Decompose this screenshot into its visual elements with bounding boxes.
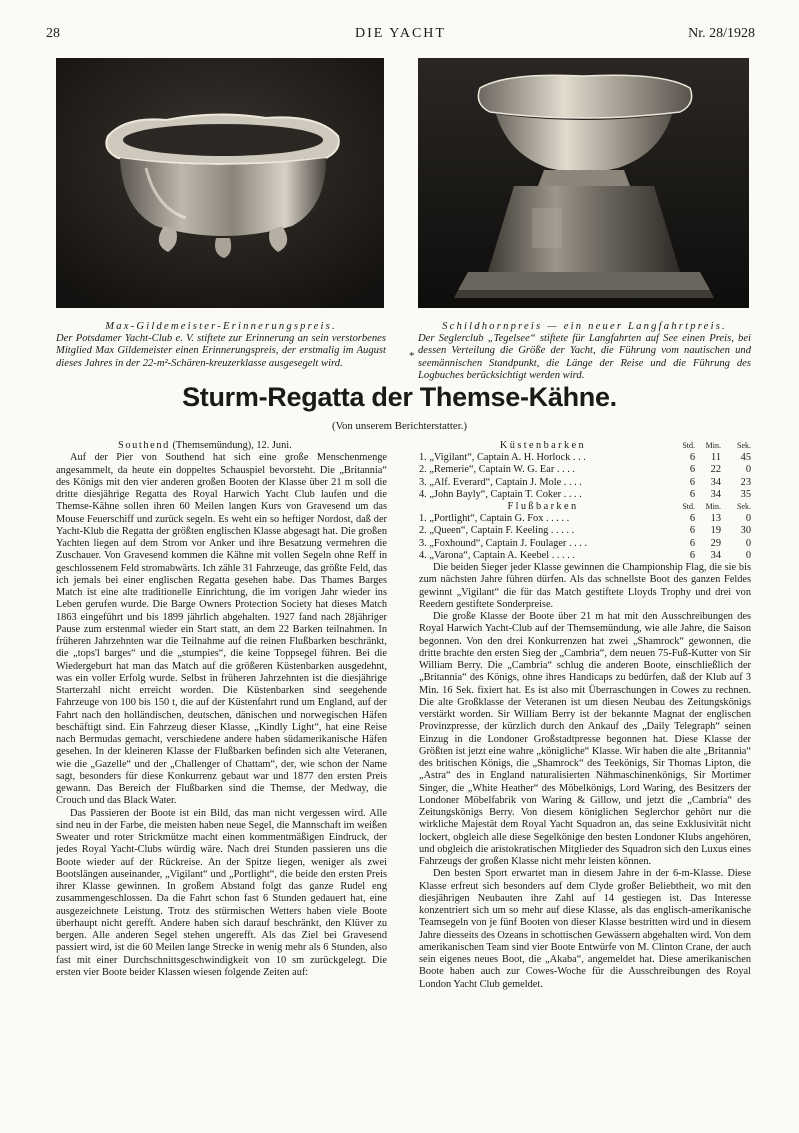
trophy-photo-bowl (56, 58, 384, 308)
boat-entry: 4. „John Bayly“, Captain T. Coker . . . . (419, 488, 582, 500)
class-title: Küstenbarken (499, 440, 587, 451)
table-row (419, 525, 751, 537)
time-std: 6 (689, 513, 695, 525)
caption-body: Der Potsdamer Yacht-Club e. V. stiftete zur Erinnerung an sein verstorbenes Mitglied Max Gildemeister einen Erinnerungspreis, der erstmalig im August dieses Jahres in der 22-m²-Schären-kreuzerklasse ausgesegelt wird. (56, 333, 386, 369)
boat-entry: 2. „Remerie“, Captain W. G. Ear . . . . (419, 464, 575, 476)
dateline-rest: (Themsemündung), 12. Juni. (172, 440, 292, 451)
page-header (46, 26, 755, 44)
results-class-header (419, 501, 751, 513)
col-header-sek: Sek. (737, 441, 751, 450)
caption-marker: * (409, 350, 415, 362)
paragraph: Die große Klasse der Boote über 21 m hat mit den Ausschreibungen des Royal Harwich Yacht-Club auf der Themsemündung, wie alle Jahre, die Saison begonnen. Von den drei Konkurrenzen hat zwei „Shamrock“ gewonnen, die dritte brachte den ersten Sieg der „Cambria“, dem neuen 75-Fuß-Kutter von Sir William Berry. Die „Cambria“ schlug die anderen Boote, einschließlich der „Britannia“ des Königs, ohne ihres Handicaps zu bedürfen, daß der Klub auf 3 Min. 16 Sek. fixiert hat. Es ist also mit Überraschungen in Cowes zu rechnen. Die alte Großklasse der Veteranen ist um diesen Neubau des Zeitungskönigs verstärkt worden. Sir William Berry ist der bekannte Magnat der englischen Provinzpresse, der kürzlich durch den Ankauf des „Daily Telegraph“ seinen Einzug in die Londoner Großstadtpresse begonnen hat. Diese Klasse der Größten ist jetzt eine wahre „königliche“ Klasse. Wir haben die alte „Britannia“ des britischen Königs, die „Shamrock“ des Teekönigs, Sir Thomas Lipton, die „Astra“ des in England naturalisierten Nähmaschinenkönigs, Sir Mortimer Singer, die „White Heather“ des Möbelkönigs, Lord Waring, des Besitzers der Londoner Möbelfabrik von Waring & Gillow, und jetzt die „Cambria“ des Zeitungskönigs Berry. Von diesem königlichen Seglerchor gehört nur die wirkliche Majestät dem Royal Yacht Squadron an, das seine Exklusivität nicht lockert, obgleich alle diese Segelkönige den besten Londoner Klubs angehören, und obgleich die aristokratischen Mitglieder des Squadron sich den Luxus eines Fahrzeugs der großen Klasse nicht mehr leisten können. (419, 611, 751, 868)
time-std: 6 (689, 537, 695, 549)
time-sek: 0 (745, 537, 751, 549)
time-sek: 30 (740, 525, 751, 537)
col-header-std: Std. (682, 502, 695, 512)
boat-entry: 1. „Portlight“, Captain G. Fox . . . . . (419, 513, 570, 525)
time-std: 6 (689, 452, 695, 464)
dateline (56, 440, 387, 452)
trophy-photo-pedestal (418, 58, 749, 308)
page-number: 28 (46, 26, 60, 41)
time-sek: 0 (745, 513, 751, 525)
results-class-header (419, 440, 751, 452)
results-table (419, 440, 751, 562)
time-min: 13 (710, 513, 721, 525)
time-min: 11 (711, 452, 721, 464)
time-min: 34 (710, 476, 721, 488)
boat-entry: 3. „Alf. Everard“, Captain J. Mole . . . . (419, 476, 582, 488)
class-title: Flußbarken (507, 501, 579, 513)
time-sek: 0 (745, 464, 751, 476)
figure-caption-2 (418, 321, 751, 382)
time-std: 6 (689, 549, 695, 561)
time-sek: 0 (745, 549, 751, 561)
col-header-min: Min. (705, 441, 721, 450)
article-column-left (56, 440, 387, 1080)
time-min: 34 (710, 549, 721, 561)
boat-entry: 3. „Foxhound“, Captain J. Foulager . . . . (419, 537, 588, 549)
time-min: 29 (710, 537, 721, 549)
article-column-right (419, 440, 751, 1080)
time-std: 6 (689, 525, 695, 537)
time-min: 19 (710, 525, 721, 537)
table-row (419, 464, 751, 476)
magazine-name: DIE YACHT (355, 26, 446, 41)
boat-entry: 2. „Queen“, Captain F. Keeling . . . . . (419, 525, 575, 537)
time-sek: 35 (740, 488, 751, 500)
time-std: 6 (689, 476, 695, 488)
caption-title: Schildhornpreis — ein neuer Langfahrtpreis. (442, 321, 727, 332)
table-row (419, 550, 751, 562)
table-row (419, 452, 751, 464)
paragraph: Auf der Pier von Southend hat sich eine große Menschenmenge angesammelt, da heute ein doppeltes Schauspiel bevorsteht. Die „Britannia“ des Königs mit den vier anderen großen Booten der Klasse über 21 m soll die dritte diesjährige Regatta des Royal Harwich Yacht Club laufen und die Themse-Kähne sollen ihren 60 Meilen langen Kurs von Gravesend um das Mouse Feuerschiff und zurück segeln. Es weht ein so heftiger Nordost, daß der Yacht-Klub die Regatta der größten englischen Klasse abgesagt hat. Die großen Yachten liegen auf dem Strom vor Anker und ihre Besatzung vermehren die Zuschauer. Von Gravesend kommen die Kähne mit vollen Segeln ohne Reff in geschlossenem Feld stromabwärts. Ich zähle 31 Fahrzeuge, das größte Feld, das ich jemals bei einer englischen Regatta gesehen habe. Das Thames Barges Match ist eine alte traditionelle Einrichtung, die im vorigen Jahr wieder ins Leben gerufen wurde. Die Barge Owners Protection Society hat dieses Match 1863 eingeführt und bis 1899 jährlich abgehalten. 1927 fand nach 28jähriger Pause zum erstenmal wieder ein Start statt, an dem 22 Barken teilnahmen. In früheren Jahrzehnten war die Teilnahme auf die reinen Flußbarken beschränkt, die „tops'l barges“ und die „stumpies“, die keine Toppsegel führen. Bei die Wiedergeburt hat man das Match auf die größeren Küstenbarken ausgedehnt, was ein voller Erfolg wurde. Selbst in früheren Jahrzehnten ist die diesjährige Starterzahl nicht erreicht worden. Die Küstenbarken sind seegehende Fahrzeuge von 100 bis 150 t, die auf der Küstenfahrt rund um England, auf der Fahrt nach den holländischen, deutschen, dänischen und norwegischen Häfen beschäftigt sind. Ein Fahrzeug dieser Klasse, „Kindly Light“, hat eine Reise nach Bermudas gemacht, verschiedene andere haben südamerikanische Häfen gesehen. In der kleineren Klasse der Flußbarken befinden sich alte Veteranen, wie die „Gazelle“ und der „Challenger of Chattam“, der, wie schon der Name sagt, besonders für diese Konkurrenz gebaut war und 1877 den ersten Preis gewann. Das Bereich der Flußbarken sind die Themse, der Medway, die Crouch und das Black Water. (56, 452, 387, 807)
table-row (419, 477, 751, 489)
col-header-min: Min. (705, 502, 721, 512)
time-sek: 45 (740, 452, 751, 464)
caption-title: Max-Gildemeister-Erinnerungspreis. (105, 321, 337, 332)
col-header-sek: Sek. (737, 502, 751, 512)
time-min: 22 (710, 464, 721, 476)
dateline-place: Southend (118, 440, 170, 451)
paragraph: Den besten Sport erwartet man in diesem Jahre in der 6-m-Klasse. Diese Klasse erfreut sich besonders auf dem Clyde großer Beliebtheit, wo mit den diesjährigen Neubauten ihre Zahl auf 14 gestiegen ist. Das Interesse konzentriert sich um so mehr auf diese Klasse, als das englisch-amerikanische Teamsegeln von je fünf Booten von dieser Klasse bestritten wird und in diesem Jahre diesseits des Ozeans in schottischen Gewässern abgehalten wird. Von dem amerikanischen Team sind vier Boote Entwürfe von M. Clinton Crane, der auch sein eigenes neues Boot, die „Akaba“, angemeldet hat. Diese amerikanischen Boote haben auch zur Cowes-Woche für die Ausschreibungen des Royal London Yacht Club gemeldet. (419, 868, 751, 990)
table-row (419, 513, 751, 525)
col-header-std: Std. (682, 441, 695, 450)
boat-entry: 1. „Vigilant“, Captain A. H. Horlock . . . (419, 452, 586, 464)
figure-caption-1 (56, 321, 386, 370)
article-title: Sturm-Regatta der Themse-Kähne. (182, 382, 617, 412)
article-byline: (Von unserem Berichterstatter.) (331, 420, 468, 432)
table-row (419, 489, 751, 501)
issue-number: Nr. 28/1928 (688, 26, 755, 41)
paragraph: Die beiden Sieger jeder Klasse gewinnen die Championship Flag, die sie bis zum nächsten Jahre führen dürfen. Als das schnellste Boot des ganzen Feldes gewinnt „Vigilant“ die für das Match gestiftete Lloyds Trophy und drei von Reedern gestiftete Sonderpreise. (419, 562, 751, 610)
time-sek: 23 (740, 476, 751, 488)
paragraph: Das Passieren der Boote ist ein Bild, das man nicht vergessen wird. Alle sind neu in der Farbe, die meisten haben neue Segel, die Mannschaft im weißen Sweater und roter Strickmütze macht einen kommentmäßigen Eindruck, der jedes Royal Yacht-Clubs würdig wäre. Nach drei Stunden passieren uns die Boote wieder auf der Rückreise. An der Spitze liegen, weniger als zwei Bootslängen auseinander, „Vigilant“ und „Portlight“, die beide den ersten Preis ihrer Klasse gewinnen. In großem Abstand folgt das ganze Rudel eng zusammengeschlossen. Da die Fahrt schon fast 6 Stunden gedauert hat, eine ausgezeichnete Leistung. Trotz des stürmischen Wetters haben viele Boote überhaupt nicht gerefft. Andere haben sich darauf beschränkt, den Klüver zu bergen. Alle anderen Segel stehen ungerefft. Als das Ziel bei Gravesend passiert wird, ist die 60 Meilen lange Strecke in wenig mehr als 6 Stunden, also fast mit einer Durchschnittsgeschwindigkeit von 10 sm zurückgelegt. Die ersten vier Boote beider Klassen wiesen folgende Zeiten auf: (56, 807, 387, 978)
boat-entry: 4. „Varona“, Captain A. Keebel . . . . . (419, 549, 575, 561)
caption-body: Der Seglerclub „Tegelsee“ stiftete für Langfahrten auf See einen Preis, bei dessen Verteilung die Größe der Yacht, die Führung vom nautischen und seemännischen Standpunkt, die Länge der Reise und die Führung des Logbuches berücksichtigt werden wird. (418, 333, 751, 381)
time-min: 34 (710, 488, 721, 500)
table-row (419, 538, 751, 550)
time-std: 6 (689, 464, 695, 476)
time-std: 6 (689, 488, 695, 500)
